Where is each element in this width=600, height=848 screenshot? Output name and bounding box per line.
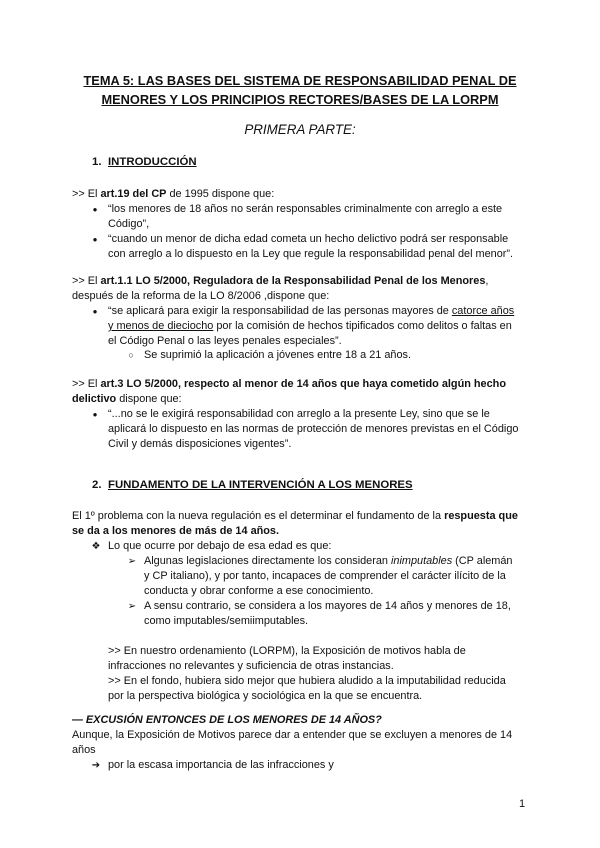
arrow-item-1-line-2: y CP italiano), y por tanto, incapaces de comprender el carácter ilícito de la [144, 570, 506, 582]
exclusion-line-1: Aunque, la Exposición de Motivos parece dar a entender que se excluyen a menores de 14 [72, 729, 513, 741]
art19-bold: art.19 del CP [100, 188, 167, 200]
art19-bullet-2 [108, 232, 548, 262]
art1-underlined-age-2: y menos de dieciocho [108, 320, 214, 332]
art1-sub-bullet: Se suprimió la aplicación a jóvenes entre 18 a 21 años. [144, 349, 411, 361]
art1-bold: art.1.1 LO 5/2000, Reguladora de la Responsabilidad Penal de los Menores [100, 275, 486, 287]
art1-bullet-line-1 [108, 304, 548, 319]
art1-bullet-text-2: por la comisión de hechos tipificados como delitos o faltas en [213, 320, 512, 332]
art19-bullet-1-line-2: Código”, [108, 218, 150, 230]
exclusion-paragraph [72, 728, 534, 758]
art3-bullet-line-3: Civil y demás disposiciones vigentes”. [108, 438, 292, 450]
art19-bullet-1 [108, 202, 548, 232]
title-line-1: TEMA 5: LAS BASES DEL SISTEMA DE RESPONSABILIDAD PENAL DE [83, 73, 517, 88]
arrow-item-2-line-1: A sensu contrario, se considera a los mayores de 14 años y menores de 18, [144, 600, 511, 612]
art3-line-1 [72, 377, 534, 392]
art19-pre: >> El [72, 188, 101, 200]
diamond-bullet-icon: ❖ [91, 541, 101, 552]
arrow-item-1-line-1 [144, 554, 534, 569]
art3-post: dispone que: [116, 393, 182, 405]
art19-bullet-2-line-2: con arreglo a lo dispuesto en la Ley que regule la responsabilidad penal del menor”. [108, 248, 514, 260]
bullet-icon: ● [92, 205, 98, 214]
art1-post: , [485, 275, 489, 287]
intro-line-1 [72, 509, 534, 524]
arrow-item-2 [144, 599, 534, 629]
note-2 [108, 674, 538, 704]
art1-line-2: después de la reforma de la LO 8/2006 ,dispone que: [72, 290, 330, 302]
document-title [70, 71, 530, 109]
section-1-title: INTRODUCCIÓN [108, 156, 197, 168]
arrowhead-bullet-icon: ➢ [127, 556, 137, 567]
exclusion-arrow-item: por la escasa importancia de las infracciones y [108, 759, 334, 771]
arrow-item-1-line-3: conducta y obrar conforme a ese conocimiento. [144, 585, 374, 597]
art19-bullet-2-line-1: “cuando un menor de dicha edad cometa un hecho delictivo podrá ser responsable [108, 233, 509, 245]
arrow-item-2-line-2: como imputables/semiimputables. [144, 615, 309, 627]
art19-post: de 1995 dispone que: [166, 188, 275, 200]
circle-bullet-icon: ○ [128, 350, 134, 360]
art3-line-2 [72, 392, 534, 407]
section-2-number: 2. [92, 479, 102, 491]
note-2-line-1: >> En el fondo, hubiera sido mejor que hubiera aludido a la imputabilidad reducida [108, 675, 506, 687]
section-1-number: 1. [92, 156, 102, 168]
section-2-heading [92, 478, 413, 493]
art3-bullet-1 [108, 407, 548, 452]
note-1-line-1: >> En nuestro ordenamiento (LORPM), la Exposición de motivos habla de [108, 645, 466, 657]
art3-bold-1: art.3 LO 5/2000, respecto al menor de 14 años que haya cometido algún hecho [100, 378, 506, 390]
art3-bold-2: delictivo [72, 393, 117, 405]
arrow1-italic: inimputables [391, 555, 453, 567]
note-1-line-2: infracciones no relevantes y suficiencia de otras instancias. [108, 660, 394, 672]
bullet-icon: ● [92, 235, 98, 244]
art19-bullet-1-line-1: “los menores de 18 años no serán responsables criminalmente con arreglo a este [108, 203, 503, 215]
intro-bold-1: respuesta que [444, 510, 518, 522]
art1-paragraph [72, 274, 534, 304]
note-2-line-2: por la perspectiva biológica y sociológica en la que se encuentra. [108, 690, 423, 702]
arrowhead-bullet-icon: ➢ [127, 601, 137, 612]
section-1-heading [92, 155, 197, 170]
art3-bullet-line-1: “...no se le exigirá responsabilidad con arreglo a la presente Ley, sino que se le [108, 408, 490, 420]
art3-paragraph [72, 377, 534, 407]
art3-bullet-line-2: aplicará lo dispuesto en las normas de protección de menores previstas en el Código [108, 423, 519, 435]
page-number: 1 [519, 798, 526, 810]
art1-pre: >> El [72, 275, 101, 287]
intro-bold-2: se da a los menores de más de 14 años. [72, 525, 280, 537]
art19-paragraph [72, 187, 534, 202]
exclusion-heading: — EXCUSIÓN ENTONCES DE LOS MENORES DE 14 AÑOS? [72, 714, 382, 726]
part-heading: PRIMERA PARTE: [244, 122, 356, 137]
bullet-icon: ● [92, 410, 98, 419]
title-line-2: MENORES Y LOS PRINCIPIOS RECTORES/BASES DE LA LORPM [101, 92, 499, 107]
art1-bullet-1 [108, 304, 548, 349]
bullet-icon: ● [92, 307, 98, 316]
art3-pre: >> El [72, 378, 101, 390]
arrow-item-1 [144, 554, 534, 599]
exclusion-line-2: años [72, 744, 96, 756]
section-2-intro [72, 509, 534, 539]
arrow-right-icon: ➔ [91, 760, 101, 771]
intro-text: El 1º problema con la nueva regulación es el determinar el fundamento de la [72, 510, 445, 522]
art1-bullet-line-3: el Código Penal o las leyes penales especiales”. [108, 335, 342, 347]
art1-line-1 [72, 274, 534, 289]
art1-bullet-text: “se aplicará para exigir la responsabilidad de las personas mayores de [108, 305, 452, 317]
arrow1-post: (CP alemán [452, 555, 513, 567]
art1-underlined-age: catorce años [451, 305, 515, 317]
art1-bullet-line-2 [108, 319, 548, 334]
section-2-title: FUNDAMENTO DE LA INTERVENCIÓN A LOS MENORES [108, 479, 413, 491]
note-1 [108, 644, 538, 674]
arrow1-text: Algunas legislaciones directamente los consideran [144, 555, 391, 567]
diamond-item: Lo que ocurre por debajo de esa edad es que: [108, 540, 332, 552]
